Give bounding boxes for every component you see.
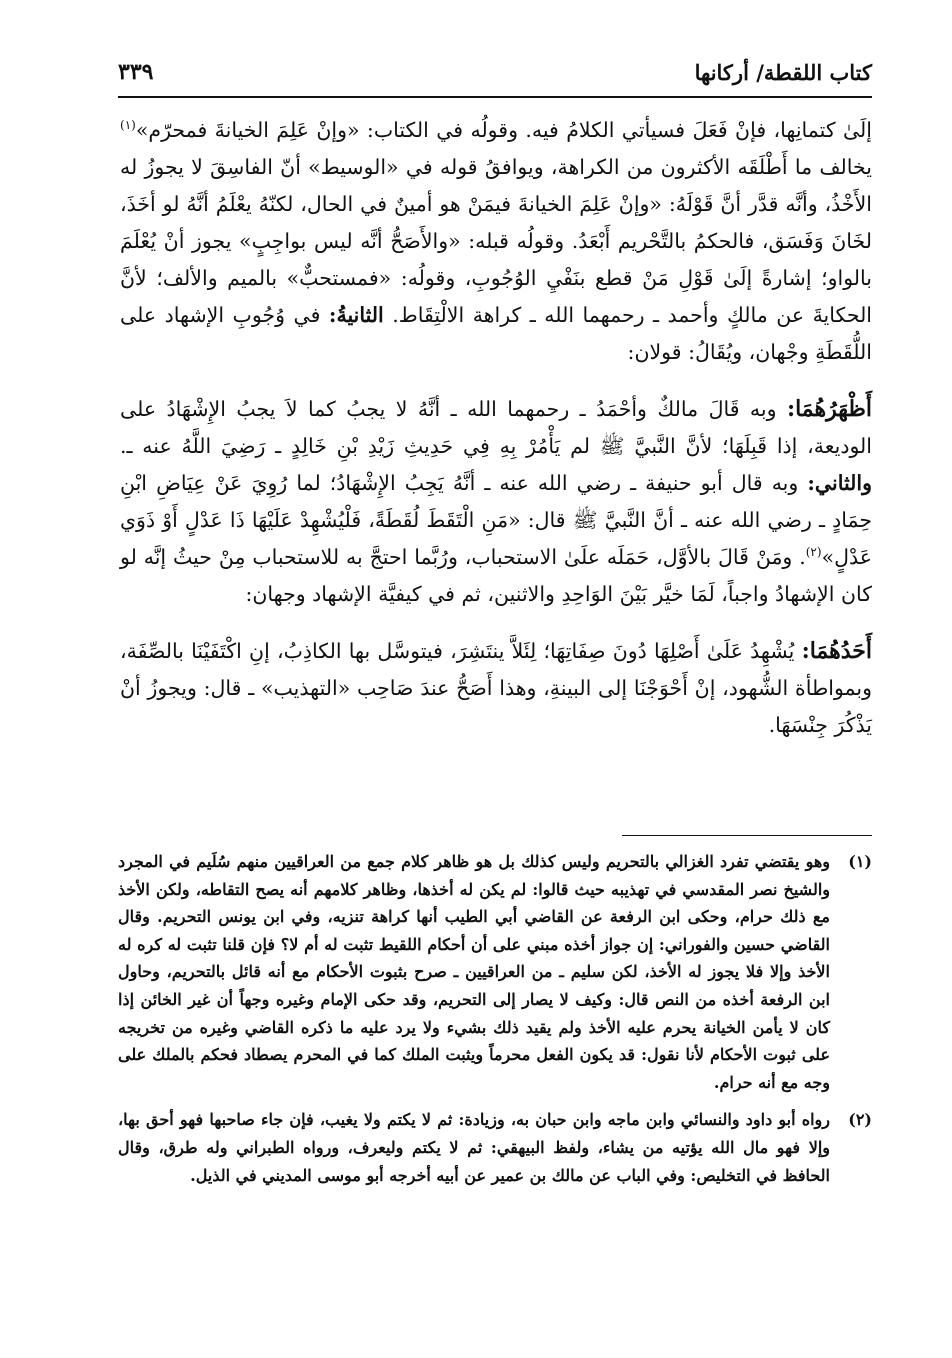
footnote-2 [118, 1106, 872, 1189]
p1-text-end: في وُجُوبِ الإشهاد على اللُّقَطَةِ وجْهان، ويُقَالُ: قولان: [120, 303, 872, 364]
p1-bold-label: الثانيةُ: [328, 303, 384, 327]
p1-text: إلَىٰ كتمانِها، فإنْ فَعَلَ فسيأتي الكلامُ فيه. وقولُه في الكتاب: «وإنْ عَلِمَ الخيانةَ فمحرّم» [135, 118, 872, 142]
main-text [120, 112, 872, 744]
footnote-number: (٢) [848, 1110, 872, 1130]
footnote-ref-2[interactable]: (٢) [805, 545, 822, 560]
footnote-ref-1[interactable]: (١) [120, 118, 136, 133]
running-header [118, 52, 872, 92]
footnote-number: (١) [848, 852, 872, 871]
footnote-1 [118, 848, 872, 1096]
p2-lead: أَظْهَرُهُمَا: [786, 396, 872, 422]
paragraph-1 [120, 112, 872, 371]
paragraph-3 [120, 633, 872, 744]
p2-text: وبه قَالَ مالكٌ وأحْمَدُ ـ رحمهما الله ـ أنَّهُ لا يجبُ كما لاَ يجبُ الإِشْهَادُ على الوديعة، إذا قَبِلَهَا؛ لأنَّ النَّبيَّ ﷺ لم يَأْمُرْ بِهِ فِي حَدِيثِ زَيْدِ بْنِ خَالِدٍ ـ رَضِيَ اللَّهُ عنه ـ. [120, 397, 872, 458]
p2-text-end: . ومَنْ قَالَ بالأوَّل، حَمَلَه علَىٰ الاستحباب، ورُبَّما احتجَّ به للاستحباب مِنْ حيثُ إنَّه لو كان الإشهادُ واجباً، لَمَا خيَّر بَيْنَ الوَاحِدِ والاثنين، ثم في كيفيَّة الإشهاد وجهان: [120, 545, 872, 606]
p2-text-cont: وبه قال أبو حنيفة ـ رضي الله عنه ـ أنَّهُ يَجِبُ الإِشْهَادُ؛ لما رُوِيَ عَنْ عِيَاضِ ابْنِ حِمَادٍ ـ رضي الله عنه ـ أنَّ النَّبيَّ ﷺ قال: «مَنِ الْتَقَطَ لُقَطَةً، فَلْيُشْهِدْ عَلَيْهَا ذَا عَدْلٍ أَوْ ذَوَي عَدْلٍ» [120, 471, 872, 569]
footnote-separator [622, 835, 872, 836]
page-number: ٣٣٩ [118, 59, 154, 85]
p2-bold-label: والثاني: [807, 471, 872, 495]
header-rule [118, 96, 872, 98]
footnote-text: وهو يقتضي تفرد الغزالي بالتحريم وليس كذلك بل هو ظاهر كلام جمع من العراقيين منهم سُلَيم في المجرد والشيخ نصر المقدسي في تهذيبه حيث قالوا: لم يكن له أخذها، وظاهر كلامهم أنه يصح التقاطه، ولكن الأخذ مع ذلك حرام، وحكى ابن الرفعة عن القاضي أبي الطيب أنها كراهة تنزيه، وفي ابن يونس التحريم. وقال القاضي حسين والفوراني: إن جواز أخذه مبني على أن أحكام اللقيط تثبت له أم لا؟ فإن قلنا تثبت له كره له الأخذ وإلا فلا يجوز له الأخذ، لكن سليم ـ من العراقيين ـ صرح بثبوت الأحكام مع أنه قائل بالتحريم، وحاول ابن الرفعة أخذه من النص قال: وكيف لا يصار إلى التحريم، وقد حكى الإمام وغيره وجهاً أن غير الخائن إذا كان لا يأمن الخيانة يحرم عليه الأخذ ولم يقيد ذلك بشيء ولا يرد عليه ما ذكره القاضي وغيره من تخريجه على ثبوت الأحكام لأنا نقول: قد يكون الفعل محرماً ويثبت الملك كما في المحرم يصطاد فحكم بالملك على وجه مع أنه حرام. [118, 852, 830, 1092]
footnotes [118, 848, 872, 1199]
footnote-text: رواه أبو داود والنسائي وابن ماجه وابن حبان به، وزيادة: ثم لا يكتم ولا يغيب، فإن جاء صاحبها فهو أحق بها، وإلا فهو مال الله يؤتيه من يشاء، ولفظ البيهقي: ثم لا يكتم وليعرف، ورواه الطبراني وله طرق، وقال الحافظ في التخليص: وفي الباب عن مالك بن عمير عن أبيه أخرجه أبو موسى المديني في الذيل. [118, 1110, 830, 1185]
paragraph-2 [120, 391, 872, 613]
p3-text: يُشْهِدُ عَلَىٰ أَصْلِهَا دُونَ صِفَاتِهَا؛ لِئَلاَّ ينتَشِرَ، فيتوسَّل بها الكاذِبُ، إنِ اكْتَفَيْنَا بالصِّفَة، وبمواطأة الشُّهود، إنْ أَحْوَجْنَا إلى البينةِ، وهذا أَصَحُّ عندَ صَاحِب «التهذيب» ـ قال: ويجوزُ أنْ يَذْكُرَ جِنْسَهَا. [120, 639, 872, 737]
p1-text-cont: يخالف ما أَطْلَقَه الأكثرون من الكراهة، ويوافقُ قوله في «الوسيط» أنّ الفاسِقَ لا يجوزُ له الأَخْذُ، وأنَّه قدَّر أنَّ قَوْلَهُ: «وإنْ عَلِمَ الخيانةَ فيمَنْ هو أمينٌ في الحال، لكنّهُ يعْلَمُ أنَّهُ لو أخَذَ، لخَانَ وَفَسَق، فالحكمُ بالتَّحْريم أَبْعَدُ. وقولُه قبله: «والأَصَحُّ أنَّه ليس بواجِبٍ» يجوز أنْ يُعْلَمَ بالواو؛ إشارةً إلَىٰ قَوْلِ مَنْ قطع بنَفْيِ الوُجُوبِ، وقولُه: «فمستحبٌّ» بالميم والألف؛ لأنَّ الحكايةَ عن مالكٍ وأحمد ـ رحمهما الله ـ كراهة الالْتِقَاط. [120, 155, 873, 327]
chapter-title: كتاب اللقطة/ أركانها [694, 59, 872, 85]
p3-lead: أَحَدُهُمَا: [801, 638, 872, 664]
